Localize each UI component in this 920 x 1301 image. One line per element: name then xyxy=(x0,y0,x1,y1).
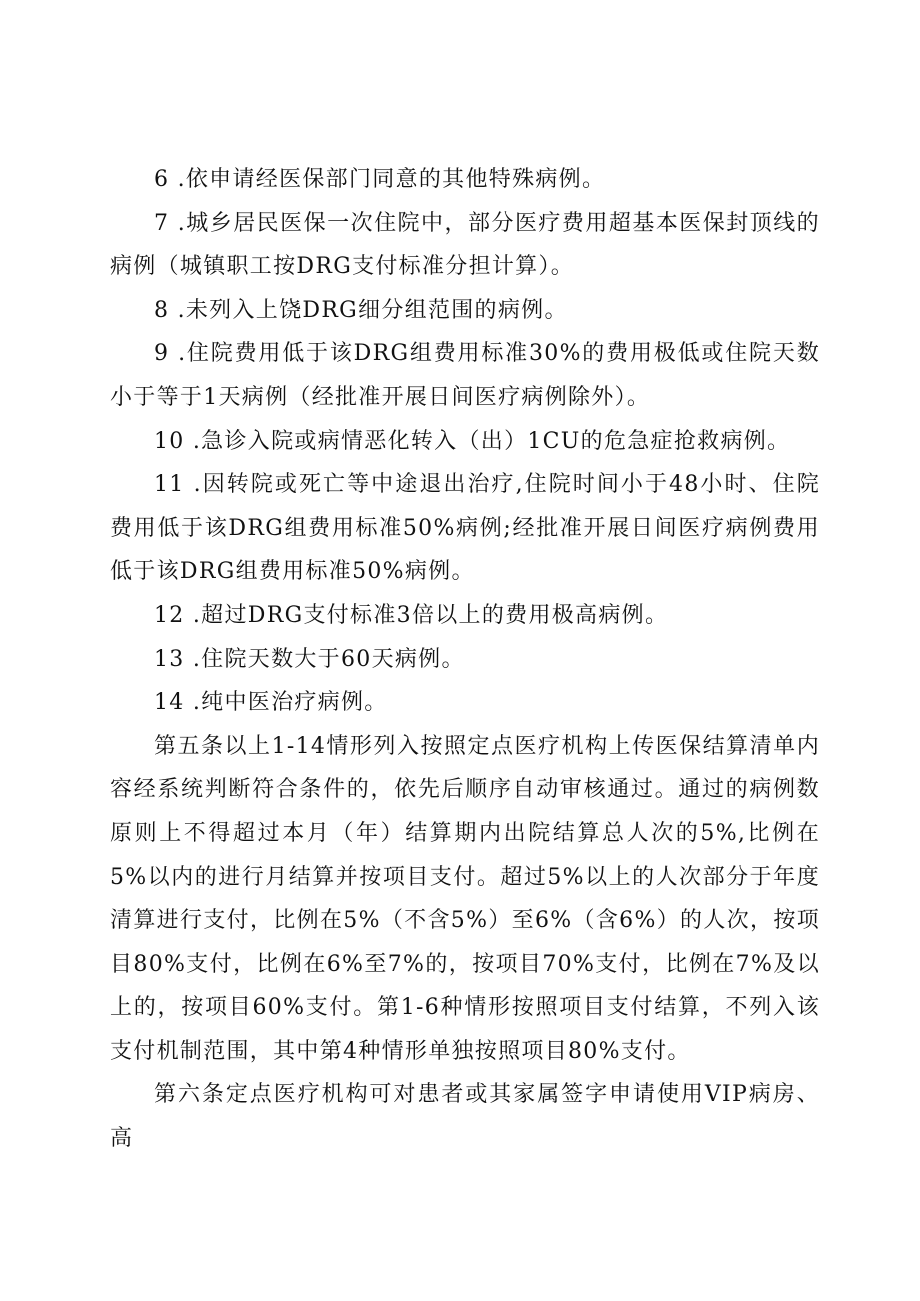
paragraph-item-6: 6 .依申请经医保部门同意的其他特殊病例。 xyxy=(154,167,606,192)
article-5-paragraph: 第五条以上1-14情形列入按照定点医疗机构上传医保结算清单内容经系统判断符合条件的，依先后顺序自动审核通过。通过的病例数原则上不得超过本月（年）结算期内出院结算总人次的5%,比例在5%以内的进行月结算并按项目支付。超过5%以上的人次部分于年度清算进行支付，比例在5%（不含5%）至6%（含6%）的人次，按项目80%支付，比例在6%至7%的，按项目70%支付，比例在7%及以上的，按项目60%支付。第1-6种情形按照项目支付结算，不列入该支付机制范围，其中第4种情形单独按照项目80%支付。 xyxy=(110,733,820,1064)
paragraph-item-7: 7 .城乡居民医保一次住院中，部分医疗费用超基本医保封顶线的病例（城镇职工按DRG支付标准分担计算）。 xyxy=(110,210,820,280)
article-6-paragraph: 第六条定点医疗机构可对患者或其家属签字申请使用VIP病房、高 xyxy=(110,1082,820,1152)
paragraph-item-10: 10 .急诊入院或病情恶化转入（出）1CU的危急症抢救病例。 xyxy=(154,428,791,454)
paragraph-item-8: 8 .未列入上饶DRG细分组范围的病例。 xyxy=(154,297,568,323)
paragraph-item-14: 14 .纯中医治疗病例。 xyxy=(154,690,388,716)
paragraph-item-11: 11 .因转院或死亡等中途退出治疗,住院时间小于48小时、住院费用低于该DRG组费用标准50%病例;经批准开展日间医疗病例费用低于该DRG组费用标准50%病例。 xyxy=(110,472,820,585)
paragraph-item-9: 9 .住院费用低于该DRG组费用标准30%的费用极低或住院天数小于等于1天病例（经批准开展日间医疗病例除外）。 xyxy=(110,341,820,410)
paragraph-item-12: 12 .超过DRG支付标准3倍以上的费用极高病例。 xyxy=(154,602,669,628)
document-body xyxy=(110,158,820,1161)
paragraph-item-13: 13 .住院天数大于60天病例。 xyxy=(154,646,465,672)
